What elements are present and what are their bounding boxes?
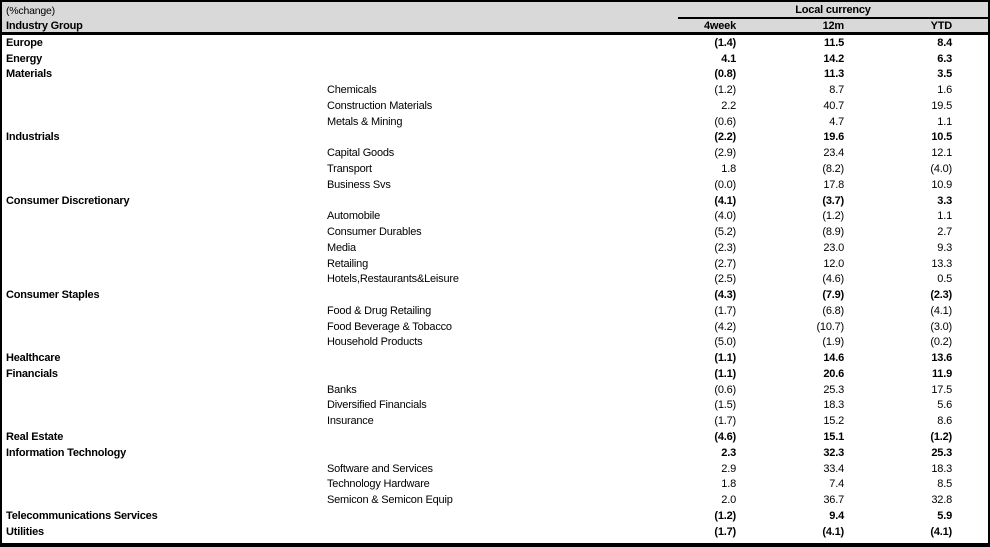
value-12m: 23.0 [823,241,844,254]
value-ytd: 5.6 [937,399,952,412]
value-4week: (1.7) [714,415,736,428]
value-ytd: 10.5 [931,131,952,144]
industry-sublabel: Food & Drug Retailing [327,304,432,317]
table-row [2,271,988,287]
value-12m: 4.7 [829,115,844,128]
industry-sublabel: Technology Hardware [327,478,430,491]
local-currency-group-header: Local currency [678,2,988,19]
value-12m: (7.9) [822,289,844,302]
table-row [2,382,988,398]
value-4week: (1.1) [714,352,736,365]
value-12m: (10.7) [816,320,844,333]
value-4week: (1.2) [714,84,736,97]
value-12m: (1.2) [822,210,844,223]
value-4week: (2.3) [714,241,736,254]
value-12m: 7.4 [829,478,844,491]
value-ytd: 0.5 [937,273,952,286]
industry-group-label: Consumer Staples [6,289,100,302]
value-ytd: 11.9 [931,367,952,380]
value-4week: (4.2) [714,320,736,333]
industry-sublabel: Retailing [327,257,369,270]
industry-sublabel: Insurance [327,415,374,428]
value-12m: 33.4 [823,462,844,475]
industry-group-label: Financials [6,367,58,380]
industry-sublabel: Diversified Financials [327,399,427,412]
value-4week: (0.8) [714,68,736,81]
value-12m: 15.2 [823,415,844,428]
table-row [2,350,988,366]
table-row [2,303,988,319]
industry-group-label: Energy [6,52,43,65]
table-row [2,366,988,382]
value-ytd: (4.0) [930,163,952,175]
value-4week: (1.1) [714,367,736,380]
table-row [2,508,988,524]
value-ytd: 6.3 [937,52,952,65]
table-row [2,224,988,240]
table-row [2,177,988,193]
value-4week: (0.6) [714,383,736,396]
value-12m: 14.6 [823,352,844,365]
table-row [2,67,988,83]
value-ytd: 8.5 [937,478,952,491]
table-header [2,2,988,35]
table-row [2,445,988,461]
industry-group-column-header: Industry Group [6,20,83,32]
value-4week: (1.7) [714,304,736,317]
table-row [2,145,988,161]
industry-group-label: Information Technology [6,446,127,459]
value-4week: 1.8 [721,478,736,491]
value-ytd: 13.3 [931,257,952,270]
value-ytd: 9.3 [937,241,952,254]
value-12m: 17.8 [823,178,844,191]
value-12m: 11.5 [823,36,844,49]
industry-group-label: Real Estate [6,431,64,444]
table-row [2,429,988,445]
industry-group-label: Materials [6,68,52,81]
table-row [2,240,988,256]
value-12m: 14.2 [823,52,844,65]
industry-group-label: Healthcare [6,352,61,365]
industry-group-label: Telecommunications Services [6,509,158,522]
percent-change-note: (%change) [6,4,55,17]
value-4week: (2.7) [714,257,736,270]
industry-sublabel: Semicon & Semicon Equip [327,494,453,507]
industry-group-label: Utilities [6,525,44,538]
value-ytd: 1.1 [937,210,952,223]
value-ytd: (2.3) [930,289,952,302]
value-12m: (4.6) [822,273,844,286]
value-12m: 40.7 [823,99,844,112]
value-4week: (4.0) [714,210,736,223]
column-header-4week: 4week [703,20,736,32]
value-4week: (5.2) [714,226,736,239]
value-4week: (2.5) [714,273,736,286]
value-ytd: 2.7 [937,226,952,239]
header-row-columns [2,19,988,33]
value-4week: 2.3 [721,446,736,459]
value-12m: (8.9) [822,226,844,239]
value-ytd: 3.3 [937,194,952,207]
table-row [2,35,988,51]
value-ytd: (4.1) [930,304,952,317]
industry-sublabel: Hotels,Restaurants&Leisure [327,273,459,286]
table-row [2,319,988,335]
column-header-ytd: YTD [930,20,952,32]
table-row [2,193,988,209]
column-header-12m: 12m [822,20,844,32]
value-ytd: (0.2) [930,336,952,349]
value-12m: 15.1 [823,431,844,444]
value-12m: (4.1) [822,525,844,538]
value-12m: 20.6 [823,367,844,380]
industry-group-label: Consumer Discretionary [6,194,130,207]
table-row [2,114,988,130]
value-4week: (5.0) [714,336,736,349]
value-12m: 18.3 [823,399,844,412]
table-row [2,461,988,477]
value-ytd: 8.6 [937,415,952,428]
value-ytd: 32.8 [931,494,952,507]
value-4week: 4.1 [721,52,736,65]
table-row [2,51,988,67]
value-4week: 2.9 [721,462,736,475]
value-4week: (2.2) [714,131,736,144]
value-4week: (2.9) [714,147,736,160]
value-ytd: (3.0) [930,320,952,333]
value-12m: 25.3 [823,383,844,396]
industry-sublabel: Food Beverage & Tobacco [327,320,452,333]
table-row [2,476,988,492]
industry-sublabel: Banks [327,383,357,396]
industry-sublabel: Software and Services [327,462,433,475]
table-row [2,161,988,177]
industry-sublabel: Automobile [327,210,381,223]
table-row [2,287,988,303]
table-row [2,398,988,414]
value-12m: 11.3 [823,68,844,81]
value-12m: 19.6 [823,131,844,144]
value-12m: 36.7 [823,494,844,507]
value-ytd: (1.2) [930,431,952,444]
industry-sublabel: Chemicals [327,84,377,97]
industry-group-label: Industrials [6,131,60,144]
value-4week: (4.6) [714,431,736,444]
value-ytd: 1.1 [937,115,952,128]
table-row [2,98,988,114]
table-body [2,35,988,540]
value-4week: (1.4) [714,36,736,49]
value-ytd: 17.5 [931,383,952,396]
value-ytd: 10.9 [931,178,952,191]
value-12m: (3.7) [822,194,844,207]
value-4week: (4.1) [714,194,736,207]
value-12m: 9.4 [829,509,844,522]
value-12m: (1.9) [822,336,844,349]
industry-sublabel: Capital Goods [327,147,395,160]
industry-sublabel: Business Svs [327,178,391,191]
value-12m: 8.7 [829,84,844,97]
value-4week: 1.8 [721,163,736,175]
header-row-top [2,2,988,19]
table-row [2,256,988,272]
industry-sublabel: Household Products [327,336,423,349]
value-4week: (4.3) [714,289,736,302]
table-row [2,130,988,146]
value-4week: (1.2) [714,509,736,522]
value-ytd: (4.1) [930,525,952,538]
value-ytd: 13.6 [931,352,952,365]
table-row [2,524,988,540]
value-ytd: 5.9 [937,509,952,522]
table-row [2,492,988,508]
value-ytd: 25.3 [931,446,952,459]
industry-group-label: Europe [6,36,43,49]
value-ytd: 1.6 [937,84,952,97]
table-row [2,335,988,351]
value-ytd: 18.3 [931,462,952,475]
value-4week: (0.0) [714,178,736,191]
value-4week: (1.5) [714,399,736,412]
value-ytd: 8.4 [937,36,952,49]
table-row [2,413,988,429]
industry-sublabel: Construction Materials [327,99,433,112]
value-12m: (6.8) [822,304,844,317]
table-row [2,208,988,224]
industry-sublabel: Metals & Mining [327,115,403,128]
value-4week: 2.2 [721,99,736,112]
value-4week: (1.7) [714,525,736,538]
value-ytd: 3.5 [937,68,952,81]
industry-sublabel: Transport [327,163,372,175]
value-ytd: 19.5 [931,99,952,112]
table-row [2,82,988,98]
value-12m: 32.3 [823,446,844,459]
value-12m: (8.2) [822,163,844,175]
industry-sublabel: Consumer Durables [327,226,422,239]
industry-sublabel: Media [327,241,356,254]
value-4week: (0.6) [714,115,736,128]
value-12m: 23.4 [823,147,844,160]
value-4week: 2.0 [721,494,736,507]
value-12m: 12.0 [823,257,844,270]
value-ytd: 12.1 [931,147,952,160]
